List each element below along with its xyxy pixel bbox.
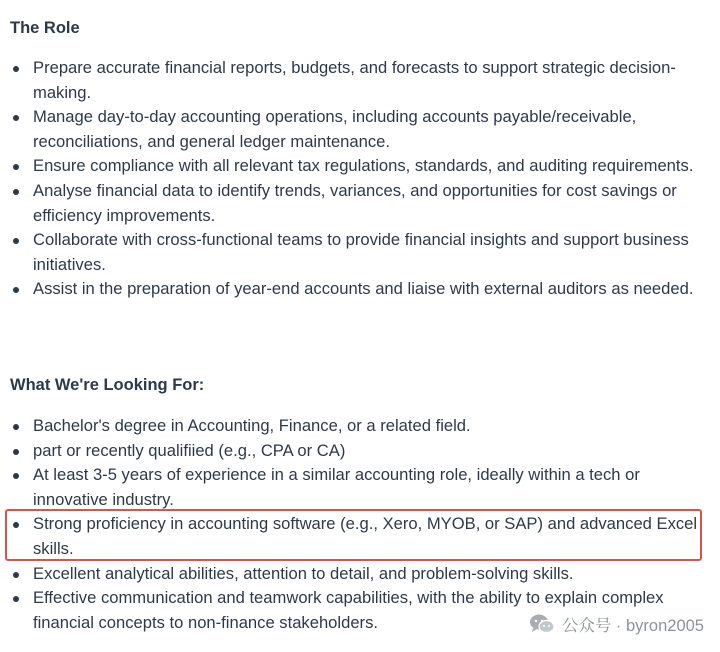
list-item: Effective communication and teamwork capabilities, with the ability to explain complex financial concepts to non-finance stakeholders.: [0, 586, 714, 635]
list-item: Assist in the preparation of year-end accounts and liaise with external auditors as needed.: [0, 277, 714, 302]
section-title-looking-for: What We're Looking For:: [10, 376, 205, 394]
list-item: Ensure compliance with all relevant tax regulations, standards, and auditing requirements.: [0, 154, 714, 179]
list-item: Excellent analytical abilities, attention to detail, and problem-solving skills.: [0, 562, 714, 587]
list-item: part or recently qualifiied (e.g., CPA or CA): [0, 439, 714, 464]
list-item-highlighted: Strong proficiency in accounting software (e.g., Xero, MYOB, or SAP) and advanced Excel skills.: [0, 512, 714, 561]
list-item: Bachelor's degree in Accounting, Finance, or a related field.: [0, 414, 714, 439]
highlight-box: [5, 509, 702, 561]
list-item: At least 3-5 years of experience in a similar accounting role, ideally within a tech or innovative industry.: [0, 463, 714, 512]
watermark: [529, 611, 704, 637]
section-title-role: The Role: [10, 19, 80, 37]
list-item: Analyse financial data to identify trends, variances, and opportunities for cost savings or efficiency improvements.: [0, 179, 714, 228]
watermark-text: 公众号 · byron2005: [561, 617, 704, 635]
role-list: [0, 56, 714, 302]
list-item: Manage day-to-day accounting operations, including accounts payable/receivable, reconciliations, and general ledger maintenance.: [0, 105, 714, 154]
list-item: Collaborate with cross-functional teams to provide financial insights and support business initiatives.: [0, 228, 714, 277]
list-item: Prepare accurate financial reports, budgets, and forecasts to support strategic decision-making.: [0, 56, 714, 105]
wechat-icon: [529, 613, 555, 635]
